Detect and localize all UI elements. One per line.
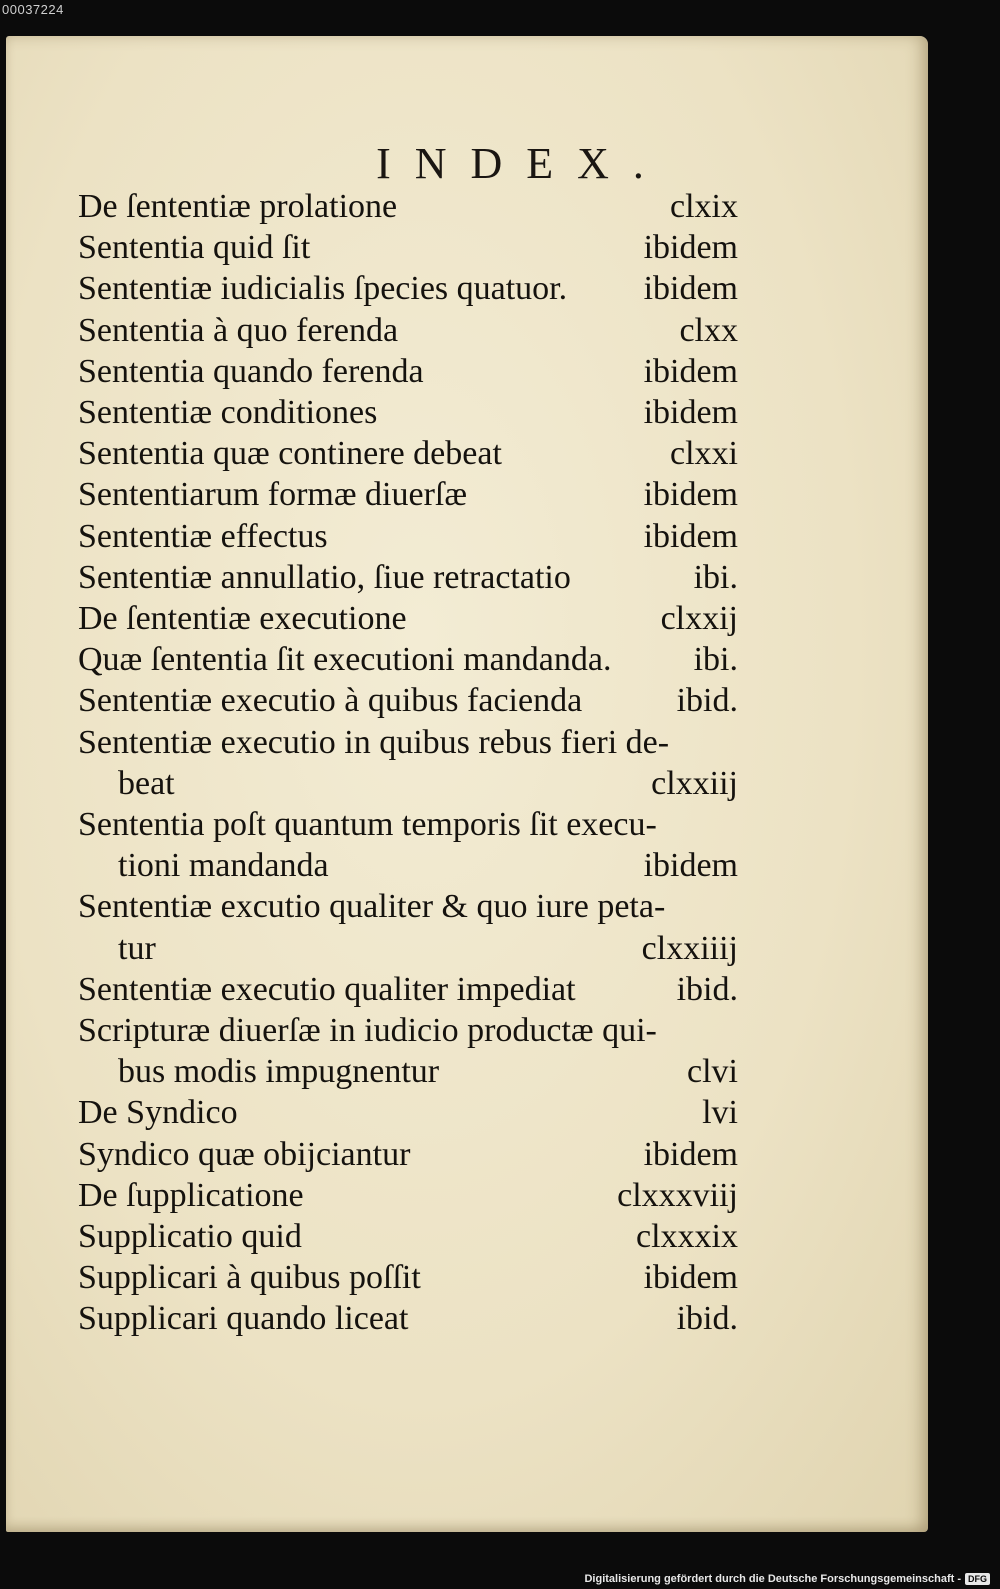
index-entry <box>78 886 738 927</box>
index-entry <box>78 598 738 639</box>
entry-reference: ibidem <box>643 229 738 267</box>
entry-reference: clxxiij <box>651 764 738 802</box>
entry-text: Syndico quæ obijciantur <box>78 1135 411 1173</box>
entry-text: Quæ ſententia ſit executioni mandanda. <box>78 641 612 679</box>
entry-text: Sententiæ conditiones <box>78 394 378 432</box>
entry-text: bus modis impugnentur <box>118 1053 440 1091</box>
index-entry <box>78 1051 738 1092</box>
index-entry <box>78 1298 738 1339</box>
entry-text: Sententiæ executio in quibus rebus fieri de- <box>78 723 670 761</box>
entry-reference: clxix <box>670 188 738 225</box>
entry-reference: ibidem <box>643 517 738 555</box>
entry-reference: clxxiiij <box>641 929 738 967</box>
index-list <box>78 186 738 1340</box>
page-header: INDEX. <box>376 139 668 188</box>
entry-reference: ibidem <box>643 352 738 390</box>
index-entry <box>78 1134 738 1175</box>
entry-reference: ibid. <box>676 1300 738 1338</box>
index-entry <box>78 474 738 515</box>
entry-text: Sententiæ annullatio, ſiue retractatio <box>78 558 571 596</box>
index-entry <box>78 433 738 474</box>
entry-reference: ibidem <box>643 847 738 885</box>
index-entry <box>78 392 738 433</box>
entry-reference: clxxxviij <box>617 1176 738 1214</box>
entry-text: Sententiarum formæ diuerſæ <box>78 476 468 514</box>
entry-text: Supplicari quando liceat <box>78 1300 409 1338</box>
index-entry <box>78 186 738 227</box>
entry-reference <box>732 804 738 845</box>
entry-text: beat <box>118 764 175 802</box>
entry-text: Sententia quid ſit <box>78 229 311 267</box>
entry-reference: ibidem <box>643 394 738 432</box>
entry-reference: clxxi <box>670 435 738 473</box>
index-entry <box>78 722 738 763</box>
funding-footer <box>584 1573 990 1585</box>
index-entry <box>78 969 738 1010</box>
entry-text: Sententiæ executio qualiter impediat <box>78 970 576 1008</box>
index-entry <box>78 845 738 886</box>
index-entry <box>78 227 738 268</box>
entry-reference: clvi <box>687 1053 738 1091</box>
entry-reference: ibid. <box>676 682 738 720</box>
entry-reference <box>732 1010 738 1051</box>
index-entry <box>78 1216 738 1257</box>
entry-reference: lvi <box>702 1094 738 1132</box>
entry-text: Supplicari à quibus poſſit <box>78 1259 421 1297</box>
index-entry <box>78 351 738 392</box>
entry-text: Sententiæ iudicialis ſpecies quatuor. <box>78 270 568 308</box>
index-entry <box>78 1175 738 1216</box>
entry-text: Sententiæ effectus <box>78 517 328 555</box>
book-page <box>6 36 928 1532</box>
entry-text: Scripturæ diuerſæ in iudicio productæ qui- <box>78 1012 657 1050</box>
entry-reference: ibi. <box>693 558 738 596</box>
entry-text: tur <box>118 929 156 967</box>
index-entry <box>78 557 738 598</box>
index-entry <box>78 310 738 351</box>
entry-text: Sententia quando ferenda <box>78 352 424 390</box>
entry-text: Sententia à quo ferenda <box>78 311 399 349</box>
index-entry <box>78 1092 738 1133</box>
entry-text: De Syndico <box>78 1094 238 1132</box>
index-entry <box>78 516 738 557</box>
funding-text: Digitalisierung gefördert durch die Deutsche Forschungsgemeinschaft - <box>584 1573 961 1585</box>
entry-text: Sententia quæ continere debeat <box>78 435 502 473</box>
entry-text: Sententiæ executio à quibus facienda <box>78 682 583 720</box>
entry-reference: clxx <box>679 311 738 349</box>
entry-reference: ibid. <box>676 970 738 1008</box>
index-entry <box>78 804 738 845</box>
entry-text: De ſupplicatione <box>78 1176 304 1214</box>
index-entry <box>78 928 738 969</box>
entry-text: De ſententiæ prolatione <box>78 188 398 225</box>
scan-id-label: 00037224 <box>2 2 64 17</box>
entry-reference: ibidem <box>643 1135 738 1173</box>
entry-reference: ibidem <box>643 1259 738 1297</box>
entry-text: tioni mandanda <box>118 847 329 885</box>
index-entry <box>78 1010 738 1051</box>
index-entry <box>78 639 738 680</box>
entry-reference <box>732 886 738 927</box>
entry-reference <box>732 722 738 763</box>
entry-text: Supplicatio quid <box>78 1218 302 1256</box>
entry-text: Sententia poſt quantum temporis ſit execu- <box>78 806 657 844</box>
index-entry <box>78 1257 738 1298</box>
entry-reference: clxxij <box>660 600 738 638</box>
entry-text: Sententiæ excutio qualiter & quo iure peta- <box>78 888 666 926</box>
entry-reference: ibi. <box>693 641 738 679</box>
index-entry <box>78 680 738 721</box>
entry-reference: ibidem <box>643 476 738 514</box>
entry-reference: ibidem <box>643 270 738 308</box>
entry-reference: clxxxix <box>636 1218 738 1256</box>
dfg-logo: DFG <box>965 1573 990 1585</box>
index-entry <box>78 763 738 804</box>
index-entry <box>78 268 738 309</box>
entry-text: De ſententiæ executione <box>78 600 407 638</box>
